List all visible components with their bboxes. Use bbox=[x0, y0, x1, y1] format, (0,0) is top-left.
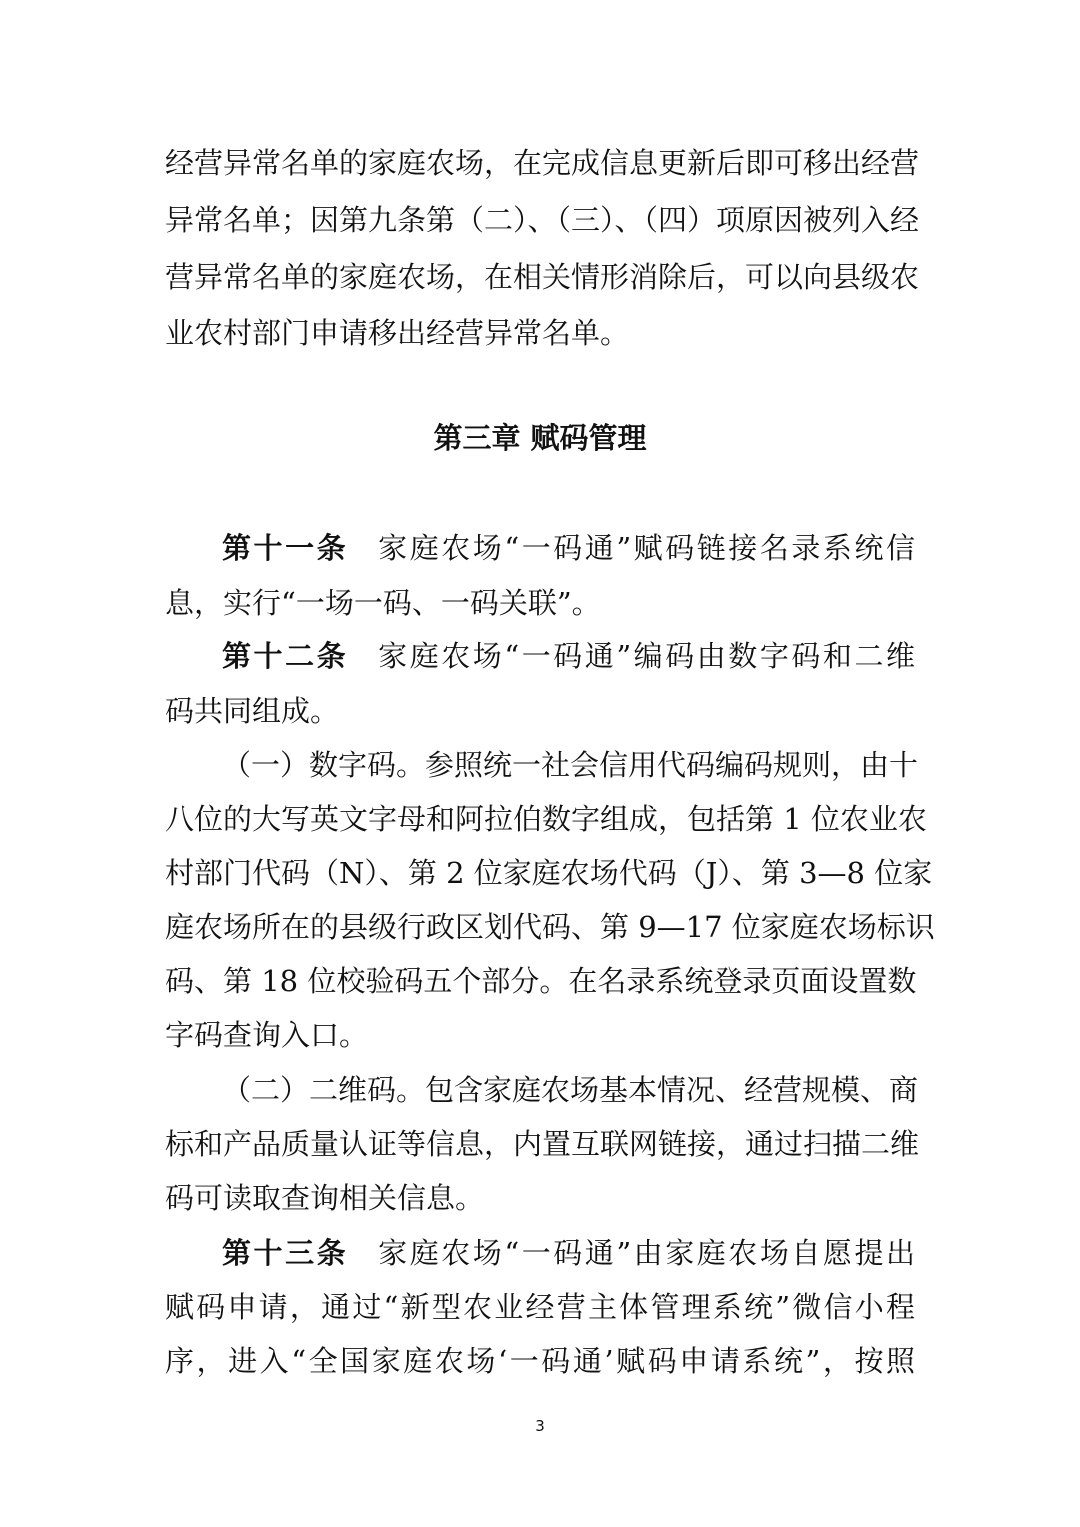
article-12-label: 第十二条 bbox=[222, 639, 349, 673]
article-11-text-1: 家庭农场“一码通”赋码链接名录系统信 bbox=[378, 531, 915, 565]
article-11-line-2: 息，实行“一场一码、一码关联”。 bbox=[165, 586, 601, 620]
item-2-line-2: 标和产品质量认证等信息，内置互联网链接，通过扫描二维 bbox=[165, 1127, 920, 1161]
article-13-text-1: 家庭农场“一码通”由家庭农场自愿提出 bbox=[378, 1236, 915, 1270]
chapter-heading: 第三章 赋码管理 bbox=[433, 421, 647, 455]
item-1-line-4: 庭农场所在的县级行政区划代码、第 9—17 位家庭农场标识 bbox=[165, 910, 935, 944]
article-11-line-1 bbox=[222, 528, 915, 568]
intro-line-1: 经营异常名单的家庭农场，在完成信息更新后即可移出经营 bbox=[165, 146, 920, 180]
article-12-text-1: 家庭农场“一码通”编码由数字码和二维 bbox=[378, 639, 915, 673]
item-1-line-1: （一）数字码。参照统一社会信用代码编码规则，由十 bbox=[222, 748, 919, 782]
item-1-line-6: 字码查询入口。 bbox=[165, 1018, 369, 1052]
intro-line-3: 营异常名单的家庭农场，在相关情形消除后，可以向县级农 bbox=[165, 260, 920, 294]
article-13-label: 第十三条 bbox=[222, 1236, 349, 1270]
page-number: 3 bbox=[535, 1417, 545, 1435]
item-2-line-3: 码可读取查询相关信息。 bbox=[165, 1181, 485, 1215]
article-13-line-1 bbox=[222, 1233, 915, 1273]
item-1-line-3: 村部门代码（N）、第 2 位家庭农场代码（J）、第 3—8 位家 bbox=[165, 856, 933, 890]
article-12-line-2: 码共同组成。 bbox=[165, 694, 340, 728]
article-11-label: 第十一条 bbox=[222, 531, 349, 565]
intro-line-2: 异常名单；因第九条第（二）、（三）、（四）项原因被列入经 bbox=[165, 203, 920, 237]
item-2-line-1: （二）二维码。包含家庭农场基本情况、经营规模、商 bbox=[222, 1073, 919, 1107]
item-1-line-2: 八位的大写英文字母和阿拉伯数字组成，包括第 1 位农业农 bbox=[165, 802, 927, 836]
article-13-line-2: 赋码申请，通过“新型农业经营主体管理系统”微信小程 bbox=[165, 1290, 915, 1324]
article-12-line-1 bbox=[222, 636, 915, 676]
intro-line-4: 业农村部门申请移出经营异常名单。 bbox=[165, 316, 630, 350]
item-1-line-5: 码、第 18 位校验码五个部分。在名录系统登录页面设置数 bbox=[165, 964, 917, 998]
article-13-line-3: 序，进入“全国家庭农场‘一码通’赋码申请系统”，按照 bbox=[165, 1344, 915, 1378]
